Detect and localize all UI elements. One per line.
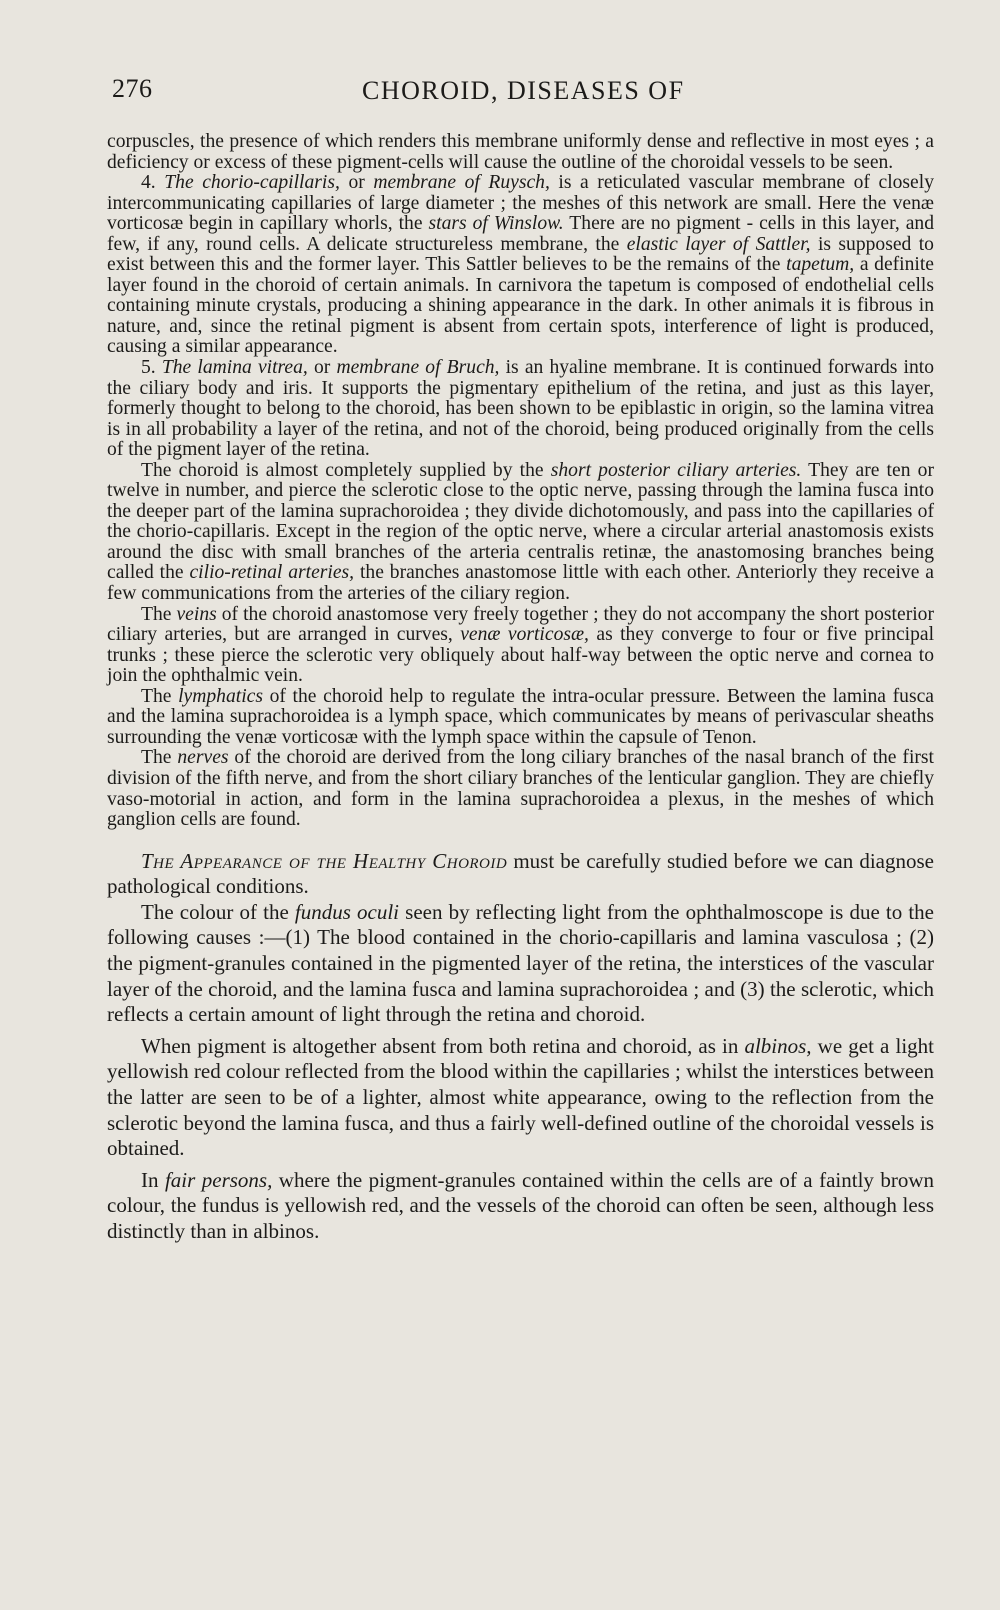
italic-term: membrane of Ruysch, xyxy=(373,172,550,194)
italic-term: venæ vorticosæ, xyxy=(460,624,589,646)
text-run: The xyxy=(141,685,179,707)
paragraph-arteries xyxy=(107,461,934,605)
italic-term: membrane of Bruch, xyxy=(336,357,500,379)
text-run: The choroid is almost completely supplied by the xyxy=(141,459,551,481)
text-run: 5. xyxy=(141,357,162,379)
italic-term: The chorio-capillaris, xyxy=(164,172,340,194)
text-run: 4. xyxy=(141,172,165,194)
paragraph-lamina-vitrea xyxy=(107,358,934,461)
text-run: where the pigment-granules contained within the cells are of a faintly brown colour, the fundus is yellowish red, and the vessels of the choroid can often be seen, although less distinctly than in albinos. xyxy=(107,1167,935,1243)
paragraph-continued xyxy=(107,132,934,173)
italic-term: veins xyxy=(176,603,217,625)
text-run: must be carefully studied before we can diagnose pathological conditions. xyxy=(107,848,934,899)
italic-term: short posterior ciliary arteries. xyxy=(550,459,802,481)
text-run: The colour of the xyxy=(141,899,295,924)
paragraph-chorio-capillaris xyxy=(107,173,934,358)
text-run: of the choroid help to regulate the intra-ocular pressure. Between the lamina fusca and the lamina suprachoroidea is a lymph space, which communicates by means of perivascular sheaths surrounding the venæ vorticosæ with the lymph space within the capsule of Tenon. xyxy=(107,685,934,748)
italic-term: The lamina vitrea, xyxy=(161,357,308,379)
italic-term: albinos, xyxy=(744,1033,812,1058)
text-run: we get a light yellowish red colour reflected from the blood within the capillaries ; whilst the interstices between the latter are seen to be of a lighter, almost white appearance, owing to the reflection from the sclerotic beyond the lamina fusca, and thus a fairly well-defined outline of the choroidal vessels is obtained. xyxy=(107,1033,934,1161)
italic-term: tapetum, xyxy=(786,254,855,276)
paragraph-fundus-colour xyxy=(107,900,934,1028)
italic-term: fundus oculi xyxy=(294,899,400,924)
running-head: CHOROID, DISEASES OF xyxy=(362,76,685,105)
text-run: as they converge to four or five principal trunks ; these pierce the sclerotic very obliquely about half-way between the optic nerve and cornea to join the ophthalmic vein. xyxy=(107,624,935,687)
paragraph-veins xyxy=(107,605,934,687)
body-text xyxy=(107,132,934,1245)
paragraph-healthy-choroid xyxy=(107,849,934,900)
text-run: The xyxy=(141,747,178,769)
text-run: is supposed to exist between this and the former layer. This Sattler believes to be the remains of the xyxy=(107,233,934,276)
text-run: the branches anastomose little with each other. Anteriorly they receive a few communications from the arteries of the ciliary region. xyxy=(107,562,934,605)
text-run: seen by reflecting light from the ophthalmoscope is due to the following causes :—(1) The blood contained in the chorio-capillaris and lamina vasculosa ; (2) the pigment-granules contained in the pigmented layer of the retina, the interstices of the vascular layer of the choroid, and the lamina fusca and lamina suprachoroidea ; and (3) the sclerotic, which reflects a certain amount of light through the retina and choroid. xyxy=(107,899,934,1027)
page-header xyxy=(110,74,930,114)
text-run: They are ten or twelve in number, and pierce the sclerotic close to the optic nerve, passing through the lamina fusca into the deeper part of the lamina suprachoroidea ; they divide dichotomously, and pass into the capillaries of the chorio-capillaris. Except in the region of the optic nerve, where a circular arterial anastomosis exists around the disc with small branches of the arteria centralis retinæ, the anastomosing branches being called the xyxy=(107,459,934,584)
text-run: is a reticulated vascular membrane of closely intercommunicating capillaries of large diameter ; the meshes of this network are small. Here the venæ vorticosæ begin in capillary whorls, the xyxy=(107,172,934,235)
paragraph-fair-persons xyxy=(107,1168,934,1245)
text-run: of the choroid anastomose very freely together ; they do not accompany the short posterior ciliary arteries, but are arranged in curves, xyxy=(107,603,934,646)
healthy-choroid-section xyxy=(107,849,934,1245)
text-run: When pigment is altogether absent from both retina and choroid, as in xyxy=(141,1033,745,1058)
italic-term: elastic layer of Sattler, xyxy=(626,233,811,255)
text-run: In xyxy=(141,1167,165,1192)
text-run: or xyxy=(307,357,337,379)
italic-term: lymphatics xyxy=(178,685,263,707)
text-run: of the choroid are derived from the long ciliary branches of the nasal branch of the first division of the fifth nerve, and from the short ciliary branches of the lenticular ganglion. They are chiefly vaso-motorial in action, and form in the lamina suprachoroidea a plexus, in the meshes of which ganglion cells are found. xyxy=(107,747,934,831)
text-run: or xyxy=(339,172,374,194)
paragraph-lymphatics xyxy=(107,687,934,749)
text-run: a definite layer found in the choroid of certain animals. In carnivora the tapetum is composed of endothelial cells containing minute crystals, producing a shining appearance in the dark. In other animals it is fibrous in nature, and, since the retinal pigment is absent from certain spots, interference of light is produced, causing a similar appearance. xyxy=(107,254,934,358)
page-number: 276 xyxy=(112,74,153,103)
italic-term: cilio-retinal arteries, xyxy=(189,562,355,584)
text-run: There are no pigment - cells in this layer, and few, if any, round cells. A delicate structureless membrane, the xyxy=(107,213,935,255)
text-run: corpuscles, the presence of which renders this membrane uniformly dense and reflective in most eyes ; a deficiency or excess of these pigment-cells will cause the outline of the choroidal vessels to be seen. xyxy=(107,131,934,173)
text-run: is an hyaline membrane. It is continued forwards into the ciliary body and iris. It supports the pigmentary epithelium of the retina, and just as this layer, formerly thought to belong to the choroid, has been shown to be epiblastic in origin, so the lamina vitrea is in all probability a layer of the retina, and not of the choroid, being produced originally from the cells of the pigment layer of the retina. xyxy=(107,357,934,461)
text-run: The xyxy=(141,603,177,625)
italic-term: fair persons, xyxy=(164,1167,273,1192)
paragraph-nerves xyxy=(107,748,934,830)
italic-term: stars of Winslow. xyxy=(428,213,564,235)
paragraph-albinos xyxy=(107,1034,934,1162)
small-caps-heading: The Appearance of the Healthy Choroid xyxy=(141,848,508,873)
italic-term: nerves xyxy=(177,747,229,769)
